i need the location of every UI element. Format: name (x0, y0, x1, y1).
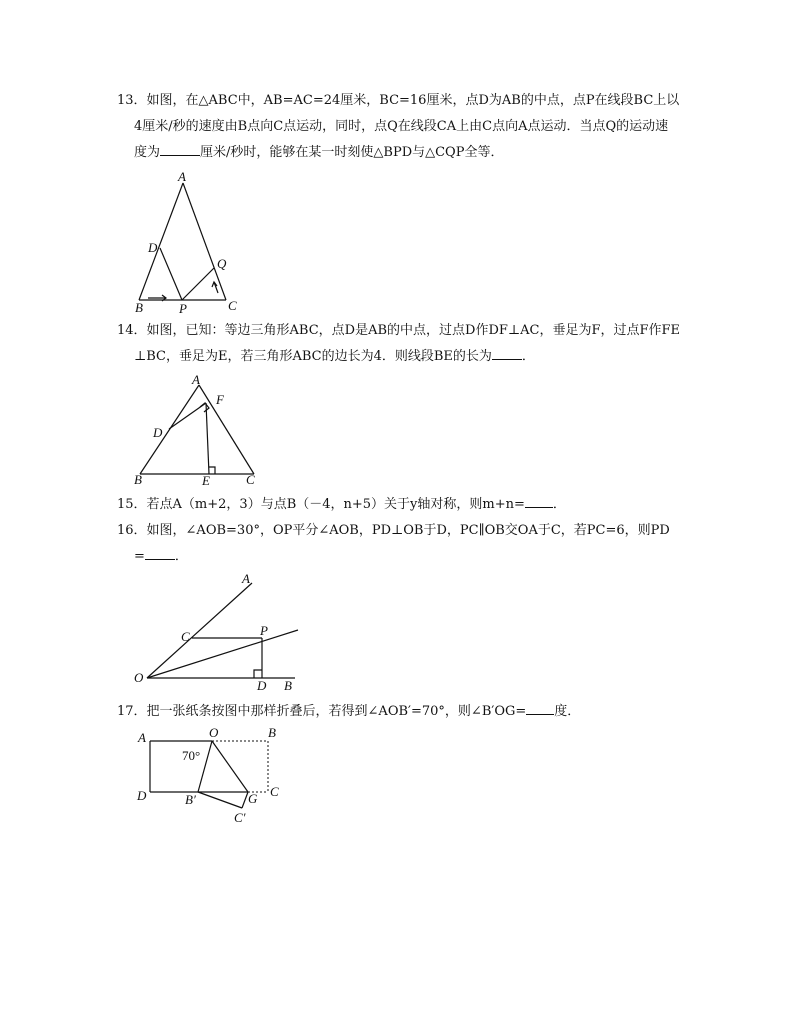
figure-17 (130, 724, 290, 834)
label-P: P (179, 301, 187, 316)
label-B: B (135, 300, 143, 315)
label-D: D (148, 240, 158, 255)
question-17-line-1 (117, 699, 687, 725)
label-O: O (134, 670, 144, 685)
label-F: F (216, 392, 224, 407)
label-C: C (246, 472, 255, 487)
question-15-line-1 (117, 492, 687, 518)
question-13-line-3 (117, 140, 687, 166)
figure-13 (130, 170, 240, 315)
question-13-text-b: 厘米/秒时，能够在某一时刻使△BPD与△CQP全等． (200, 145, 504, 160)
question-14-text-a: ⊥BC，垂足为E，若三角形ABC的边长为4．则线段BE的长为 (134, 349, 492, 364)
question-14-text-b: ． (521, 349, 535, 364)
answer-blank-15[interactable] (525, 492, 553, 508)
question-17 (117, 699, 687, 725)
question-15 (117, 492, 687, 518)
label-B-prime: B′ (185, 792, 196, 807)
question-14-line-2 (117, 344, 687, 370)
angle-label: 70° (182, 748, 201, 763)
question-15-text-a: 15．若点A（m+2，3）与点B（－4，n+5）关于y轴对称，则m+n= (117, 497, 525, 512)
question-13-line-2: 4厘米/秒的速度由B点向C点运动，同时，点Q在线段CA上由C点向A点运动．当点Q的运动速 (134, 119, 669, 134)
question-14 (117, 318, 687, 370)
question-17-text-a: 17．把一张纸条按图中那样折叠后，若得到∠AOB′=70°，则∠B′OG= (117, 704, 527, 719)
question-13 (117, 88, 687, 166)
label-A: A (192, 372, 200, 387)
label-C-prime: C′ (234, 810, 246, 825)
label-Q: Q (217, 256, 227, 271)
question-16-line-2 (117, 544, 687, 570)
label-P: P (260, 623, 268, 638)
question-16-text-b: ． (174, 549, 188, 564)
label-D: D (257, 678, 267, 693)
figure-14 (130, 372, 265, 487)
figure-16 (130, 572, 305, 694)
answer-blank-16[interactable] (145, 544, 175, 560)
label-D: D (153, 425, 163, 440)
question-16-line-1: 16．如图，∠AOB=30°，OP平分∠AOB，PD⊥OB于D，PC∥OB交OA于C，若PC=6，则PD (117, 523, 670, 538)
label-A: A (138, 730, 146, 745)
question-13-line-1: 13．如图，在△ABC中，AB=AC=24厘米，BC=16厘米，点D为AB的中点，点P在线段BC上以 (117, 93, 680, 108)
label-O: O (209, 725, 219, 740)
question-14-line-1: 14．如图，已知：等边三角形ABC，点D是AB的中点，过点D作DF⊥AC，垂足为F，过点F作FE (117, 323, 681, 338)
label-B: B (268, 725, 276, 740)
label-E: E (202, 473, 210, 488)
label-B: B (134, 472, 142, 487)
question-13-text-a: 度为 (134, 145, 161, 160)
label-C: C (270, 784, 279, 799)
label-C: C (228, 298, 237, 313)
answer-blank-17[interactable] (526, 699, 554, 715)
question-16-text-a: = (134, 549, 145, 564)
label-D: D (137, 788, 147, 803)
answer-blank-13[interactable] (160, 140, 200, 156)
question-16 (117, 518, 687, 570)
label-C: C (181, 629, 190, 644)
label-A: A (178, 169, 186, 184)
label-B: B (284, 678, 292, 693)
label-A: A (242, 571, 250, 586)
question-15-text-b: ． (552, 497, 566, 512)
question-17-text-b: 度． (554, 704, 581, 719)
label-G: G (248, 791, 258, 806)
answer-blank-14[interactable] (492, 344, 522, 360)
